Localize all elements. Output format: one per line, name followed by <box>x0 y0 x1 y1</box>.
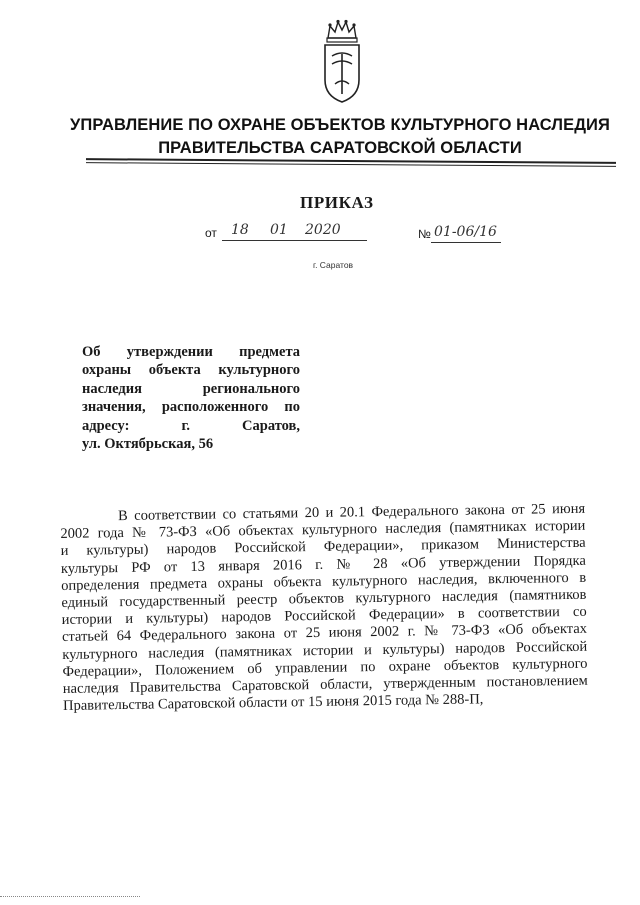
date-day: 18 <box>231 222 249 238</box>
subject-line: ул. Октябрьская, 56 <box>82 436 214 453</box>
order-city: г. Саратов <box>313 260 354 270</box>
date-prefix: от <box>205 226 217 240</box>
number-underline <box>431 242 501 243</box>
date-underline <box>222 240 367 241</box>
subject-line: значения, расположенного по <box>82 399 300 416</box>
subject-line: охраны объекта культурного <box>82 362 300 379</box>
date-month: 01 <box>270 222 288 238</box>
body-line: определения предмета охраны объекта культурного наследия, включенного в <box>61 569 587 594</box>
org-name-line1: УПРАВЛЕНИЕ ПО ОХРАНЕ ОБЪЕКТОВ КУЛЬТУРНОГО НАСЛЕДИЯ <box>70 116 610 134</box>
order-body <box>60 501 588 716</box>
number-prefix: № <box>418 227 431 241</box>
subject-line: адресу: г. Саратов, <box>82 417 300 434</box>
body-line: статьей 64 Федерального закона от 25 июня 2002 г. № 73-ФЗ «Об объектах <box>61 621 588 646</box>
subject-line: Об утверждении предмета <box>82 344 300 360</box>
body-line: истории и культуры) народов Российской Федерации» в соответствии со <box>61 603 587 629</box>
body-line: наследия Правительства Саратовской области, утвержденным постановлением <box>62 672 588 698</box>
order-subject <box>82 343 300 453</box>
order-number <box>418 224 528 246</box>
scan-edge-dots <box>0 896 140 897</box>
body-line: культурного наследия (памятниках истории и культуры) народов Российской <box>62 638 588 663</box>
order-title: ПРИКАЗ <box>300 193 374 212</box>
body-line: культуры РФ от 13 января 2016 г. № 28 «Об утверждении Порядка <box>60 552 586 577</box>
body-line: единый государственный реестр объектов культурного наследия (памятников <box>61 586 587 612</box>
body-line: и культуры) народов Российской Федерации», приказом Министерства <box>60 535 586 560</box>
saratov-coat-of-arms-icon <box>318 18 366 104</box>
number-value: 01-06/16 <box>434 224 497 240</box>
body-line: В соответствии со статьями 20 и 20.1 Федерального закона от 25 июня <box>117 500 586 525</box>
body-line: 2002 года № 73-ФЗ «Об объектах культурного наследия (памятниках истории <box>60 517 586 543</box>
org-name-line2: ПРАВИТЕЛЬСТВА САРАТОВСКОЙ ОБЛАСТИ <box>158 139 522 157</box>
body-line: Правительства Саратовской области от 15 июня 2015 года № 288-П, <box>62 691 484 715</box>
body-line: Федерации», Положением об управлении по охране объектов культурного <box>62 655 588 680</box>
date-year: 2020 <box>305 222 341 238</box>
subject-line: наследия регионального <box>82 380 300 397</box>
